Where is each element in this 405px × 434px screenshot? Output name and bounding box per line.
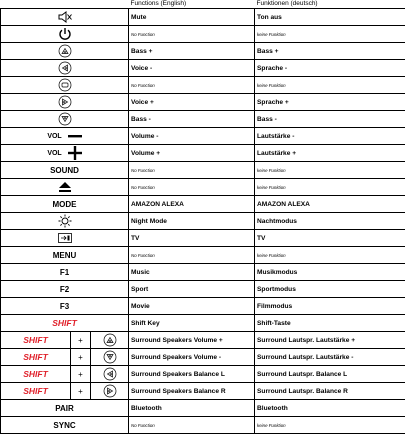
function-deutsch: keine Funktion	[255, 162, 405, 179]
function-english: No Function	[129, 162, 255, 179]
function-deutsch: Surround Lautspr. Balance R	[255, 383, 405, 400]
plus-sign: +	[71, 383, 91, 400]
function-deutsch: Surround Lautspr. Lautstärke -	[255, 349, 405, 366]
function-deutsch: keine Funktion	[255, 26, 405, 43]
table-row	[1, 332, 405, 349]
table-header-row	[1, 0, 405, 9]
ok-icon	[57, 77, 73, 94]
function-deutsch: Lautstärke -	[255, 128, 405, 145]
eject-icon	[58, 179, 72, 196]
tv-input-icon	[58, 230, 72, 247]
header-deutsch: Funktionen (deutsch)	[255, 0, 405, 9]
function-english: Surround Speakers Volume -	[129, 349, 255, 366]
table-row	[1, 26, 405, 43]
key-label: SHIFT	[1, 366, 71, 383]
function-english: Surround Speakers Volume +	[129, 332, 255, 349]
header-english: Functions (English)	[129, 0, 255, 9]
table-row	[1, 196, 405, 213]
function-deutsch: Bluetooth	[255, 400, 405, 417]
key-label: F1	[1, 264, 129, 281]
circle-up-icon	[102, 332, 118, 349]
plus-icon	[68, 146, 82, 161]
table-row	[1, 145, 405, 162]
table-row	[1, 281, 405, 298]
table-row	[1, 298, 405, 315]
key-label: MODE	[1, 196, 129, 213]
function-english: TV	[129, 230, 255, 247]
plus-sign: +	[71, 349, 91, 366]
key-icon-cell	[1, 179, 129, 196]
function-english: Volume -	[129, 128, 255, 145]
function-english: Music	[129, 264, 255, 281]
key-icon-cell	[91, 366, 129, 383]
key-icon-cell	[1, 94, 129, 111]
function-deutsch: TV	[255, 230, 405, 247]
function-deutsch: Surround Lautspr. Balance L	[255, 366, 405, 383]
key-label: F3	[1, 298, 129, 315]
function-english: Sport	[129, 281, 255, 298]
header-blank	[1, 0, 129, 9]
table-row	[1, 417, 405, 434]
function-deutsch: keine Funktion	[255, 77, 405, 94]
table-row	[1, 60, 405, 77]
table-row	[1, 162, 405, 179]
table-row	[1, 77, 405, 94]
table-row	[1, 43, 405, 60]
key-label: PAIR	[1, 400, 129, 417]
key-label: SHIFT	[1, 315, 129, 332]
table-row	[1, 179, 405, 196]
key-icon-cell	[91, 383, 129, 400]
circle-up-icon	[57, 43, 73, 60]
function-english: Voice +	[129, 94, 255, 111]
key-cell	[1, 145, 129, 162]
function-english: Movie	[129, 298, 255, 315]
key-icon-cell	[1, 26, 129, 43]
function-deutsch: keine Funktion	[255, 417, 405, 434]
function-english: No Function	[129, 417, 255, 434]
function-deutsch: Musikmodus	[255, 264, 405, 281]
key-icon-cell	[91, 349, 129, 366]
function-deutsch: Bass +	[255, 43, 405, 60]
circle-down-icon	[102, 349, 118, 366]
power-icon	[58, 26, 72, 43]
key-icon-cell	[1, 111, 129, 128]
function-english: Bluetooth	[129, 400, 255, 417]
key-icon-cell	[1, 60, 129, 77]
table-row	[1, 94, 405, 111]
function-deutsch: Filmmodus	[255, 298, 405, 315]
function-deutsch: Bass -	[255, 111, 405, 128]
table-row	[1, 230, 405, 247]
function-english: Mute	[129, 9, 255, 26]
table-row	[1, 213, 405, 230]
function-english: No Function	[129, 247, 255, 264]
circle-right-icon	[102, 383, 118, 400]
plus-sign: +	[71, 332, 91, 349]
table-row	[1, 111, 405, 128]
function-english: Night Mode	[129, 213, 255, 230]
function-deutsch: Shift-Taste	[255, 315, 405, 332]
function-deutsch: keine Funktion	[255, 247, 405, 264]
function-deutsch: AMAZON ALEXA	[255, 196, 405, 213]
table-row	[1, 349, 405, 366]
table-row	[1, 383, 405, 400]
function-deutsch: keine Funktion	[255, 179, 405, 196]
function-deutsch: Ton aus	[255, 9, 405, 26]
key-label: SHIFT	[1, 383, 71, 400]
function-english: Surround Speakers Balance R	[129, 383, 255, 400]
key-label: SYNC	[1, 417, 129, 434]
table-row	[1, 400, 405, 417]
function-english: No Function	[129, 77, 255, 94]
key-label: VOL	[47, 129, 61, 144]
function-deutsch: Sprache +	[255, 94, 405, 111]
function-deutsch: Surround Lautspr. Lautstärke +	[255, 332, 405, 349]
key-icon-cell	[1, 213, 129, 230]
circle-left-icon	[57, 60, 73, 77]
minus-icon	[68, 129, 82, 144]
key-label: SHIFT	[1, 332, 71, 349]
key-icon-cell	[1, 43, 129, 60]
function-english: AMAZON ALEXA	[129, 196, 255, 213]
key-icon-cell	[91, 332, 129, 349]
plus-sign: +	[71, 366, 91, 383]
key-label: SHIFT	[1, 349, 71, 366]
function-english: No Function	[129, 179, 255, 196]
table-row	[1, 315, 405, 332]
mute-icon	[57, 9, 73, 26]
function-english: Volume +	[129, 145, 255, 162]
key-icon-cell	[1, 77, 129, 94]
night-mode-icon	[58, 213, 72, 230]
circle-down-icon	[57, 111, 73, 128]
function-deutsch: Nachtmodus	[255, 213, 405, 230]
table-row	[1, 128, 405, 145]
key-icon-cell	[1, 9, 129, 26]
table-row	[1, 366, 405, 383]
table-row	[1, 264, 405, 281]
key-label: VOL	[47, 146, 61, 161]
circle-right-icon	[57, 94, 73, 111]
key-label: MENU	[1, 247, 129, 264]
function-english: Surround Speakers Balance L	[129, 366, 255, 383]
key-label: SOUND	[1, 162, 129, 179]
function-deutsch: Sportmodus	[255, 281, 405, 298]
function-english: No Function	[129, 26, 255, 43]
table-row	[1, 9, 405, 26]
table-row	[1, 247, 405, 264]
function-deutsch: Lautstärke +	[255, 145, 405, 162]
function-english: Bass +	[129, 43, 255, 60]
circle-left-icon	[102, 366, 118, 383]
key-label: F2	[1, 281, 129, 298]
function-english: Voice -	[129, 60, 255, 77]
function-english: Bass -	[129, 111, 255, 128]
key-icon-cell	[1, 230, 129, 247]
function-deutsch: Sprache -	[255, 60, 405, 77]
key-cell	[1, 128, 129, 145]
function-english: Shift Key	[129, 315, 255, 332]
